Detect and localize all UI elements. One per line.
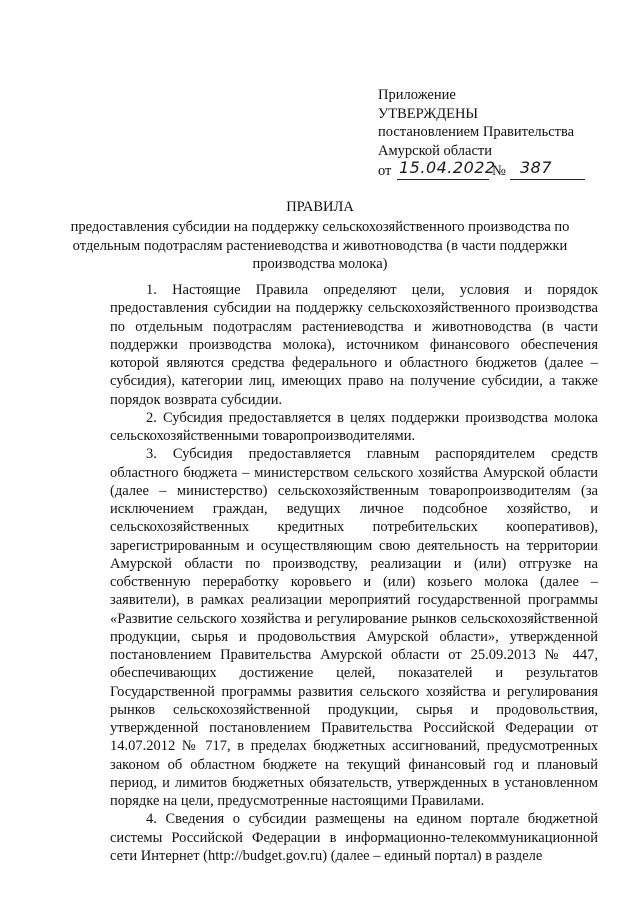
handwritten-number: 387 [520, 158, 553, 177]
document-subtitle: предоставления субсидии на поддержку сельскохозяйственного производства по отдельным подотраслям растениеводства и животноводства (в части поддержки производства молока) [70, 219, 570, 272]
paragraph: 1. Настоящие Правила определяют цели, условия и порядок предоставления субсидии на поддержку сельскохозяйственного производства по отдельным подотраслям растениеводства и животноводства (в части поддержки производства молока), источником финансового обеспечения которой являются средства федерального и областного бюджетов (далее – субсидия), категории лиц, имеющих право на получение субсидии, а также порядок возврата субсидии. [110, 282, 598, 408]
number-prefix: № [492, 163, 506, 179]
number-underline [510, 179, 585, 180]
appendix-label: Приложение [378, 87, 456, 103]
paragraph: 4. Сведения о субсидии размещены на едином портале бюджетной системы Российской Федерации в информационно-телекоммуникационной сети Интернет (http://budget.gov.ru) (далее – единый портал) в разделе [110, 811, 598, 864]
paragraph: 2. Субсидия предоставляется в целях поддержки производства молока сельскохозяйственными товаропроизводителями. [110, 409, 598, 444]
document-body [110, 281, 598, 865]
paragraph: 3. Субсидия предоставляется главным распорядителем средств областного бюджета – министерством сельского хозяйства Амурской области (далее – министерство) сельскохозяйственным товаропроизводителям (за исключением граждан, ведущих личное подсобное хозяйство, и сельскохозяйственных кредитных потребительских кооперативов), зарегистрированным и осуществляющим свою деятельность на территории Амурской области по производству, реализации и (или) отгрузке на собственную переработку коровьего и (или) козьего молока (далее – заявители), в рамках реализации мероприятий государственной программы «Развитие сельского хозяйства и регулирование рынков сельскохозяйственной продукции, сырья и продовольствия Амурской области», утвержденной постановлением Правительства Амурской области от 25.09.2013 № 447, обеспечивающих достижение целей, показателей и результатов Государственной программы развития сельского хозяйства и регулирования рынков сельскохозяйственной продукции, сырья и продовольствия, утвержденной постановлением Правительства Российской Федерации от 14.07.2012 № 717, в пределах бюджетных ассигнований, предусмотренных законом об областном бюджете на текущий финансовый год и плановый период, и лимитов бюджетных обязательств, утвержденных в установленном порядке на цели, предусмотренные настоящими Правилами. [110, 446, 598, 809]
appendix-block [378, 86, 618, 182]
approved-region: Амурской области [378, 142, 492, 159]
approved-by: постановлением Правительства [378, 124, 575, 140]
document-title: ПРАВИЛА [286, 199, 354, 215]
approved-label: УТВЕРЖДЕНЫ [378, 105, 479, 122]
date-number-row [378, 160, 618, 182]
date-prefix: от [378, 163, 392, 179]
handwritten-date: 15.04.2022 [399, 158, 496, 177]
date-underline [397, 179, 489, 180]
